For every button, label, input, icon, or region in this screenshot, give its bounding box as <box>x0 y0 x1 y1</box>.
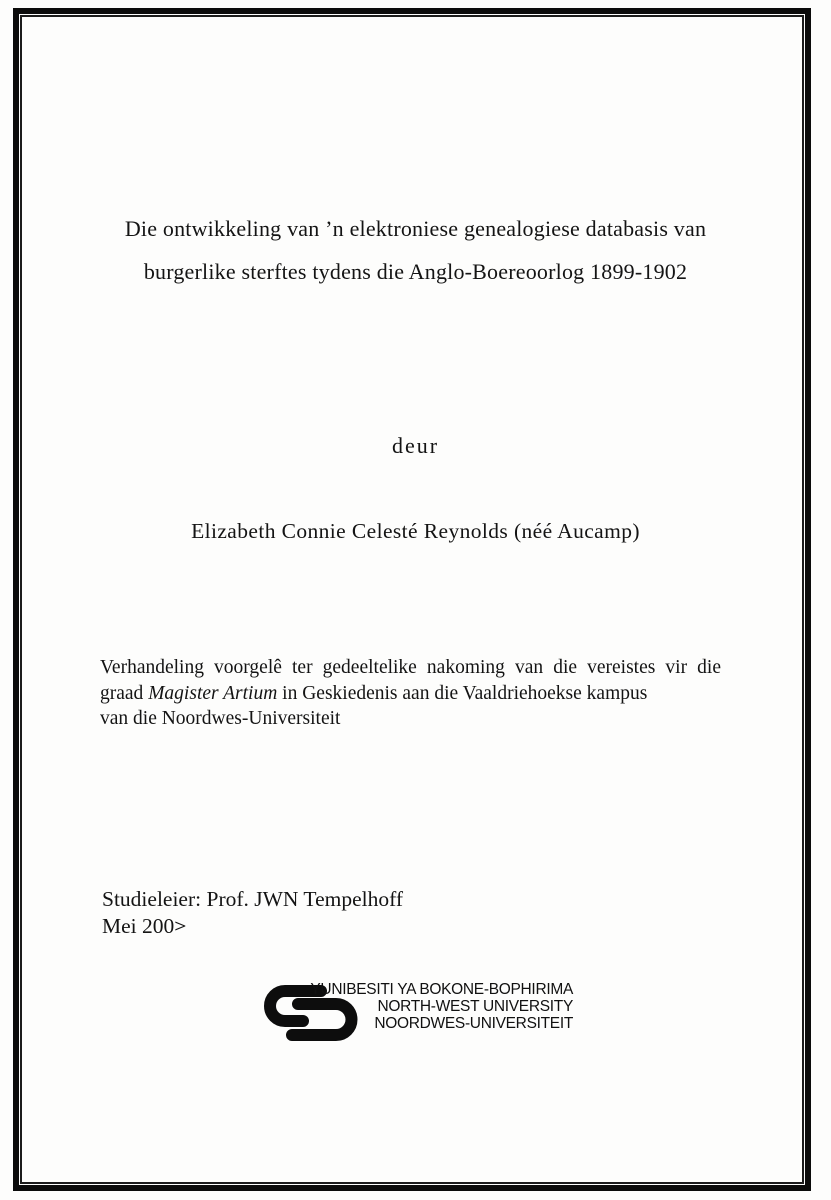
date-text: Mei 200 <box>102 914 175 938</box>
scanned-seven-glyph: > <box>174 915 187 937</box>
author-name: Elizabeth Connie Celesté Reynolds (néé Aucamp) <box>191 519 640 543</box>
logo-line-english: NORTH-WEST UNIVERSITY <box>377 998 573 1016</box>
statement-line-2 <box>100 681 721 707</box>
thesis-title-line-2: burgerlike sterftes tydens die Anglo-Boereoorlog 1899-1902 <box>143 259 688 284</box>
date-line <box>102 913 403 940</box>
statement-line-1: Verhandeling voorgelê ter gedeeltelike nakoming van die vereistes vir die <box>100 657 721 678</box>
university-logo <box>258 975 578 1047</box>
supervisor-and-date <box>102 886 403 940</box>
submission-statement <box>100 655 721 732</box>
thesis-title-line-1: Die ontwikkeling van ’n elektroniese genealogiese databasis van <box>124 216 707 241</box>
statement-line-3: van die Noordwes-Universiteit <box>100 708 341 729</box>
logo-line-afrikaans: NOORDWES-UNIVERSITEIT <box>374 1015 573 1033</box>
thesis-title <box>60 207 771 293</box>
statement-line-2-pre: graad <box>100 682 149 704</box>
byline-deur: deur <box>391 433 440 458</box>
logo-line-setswana: YUNIBESITI YA BOKONE-BOPHIRIMA <box>310 981 573 998</box>
degree-name-italic: Magister Artium <box>148 682 278 704</box>
statement-line-2-post: in Geskiedenis aan die Vaaldriehoekse kampus <box>277 682 648 704</box>
university-logo-wordmark <box>300 981 573 1033</box>
supervisor-line: Studieleier: Prof. JWN Tempelhoff <box>102 887 404 911</box>
